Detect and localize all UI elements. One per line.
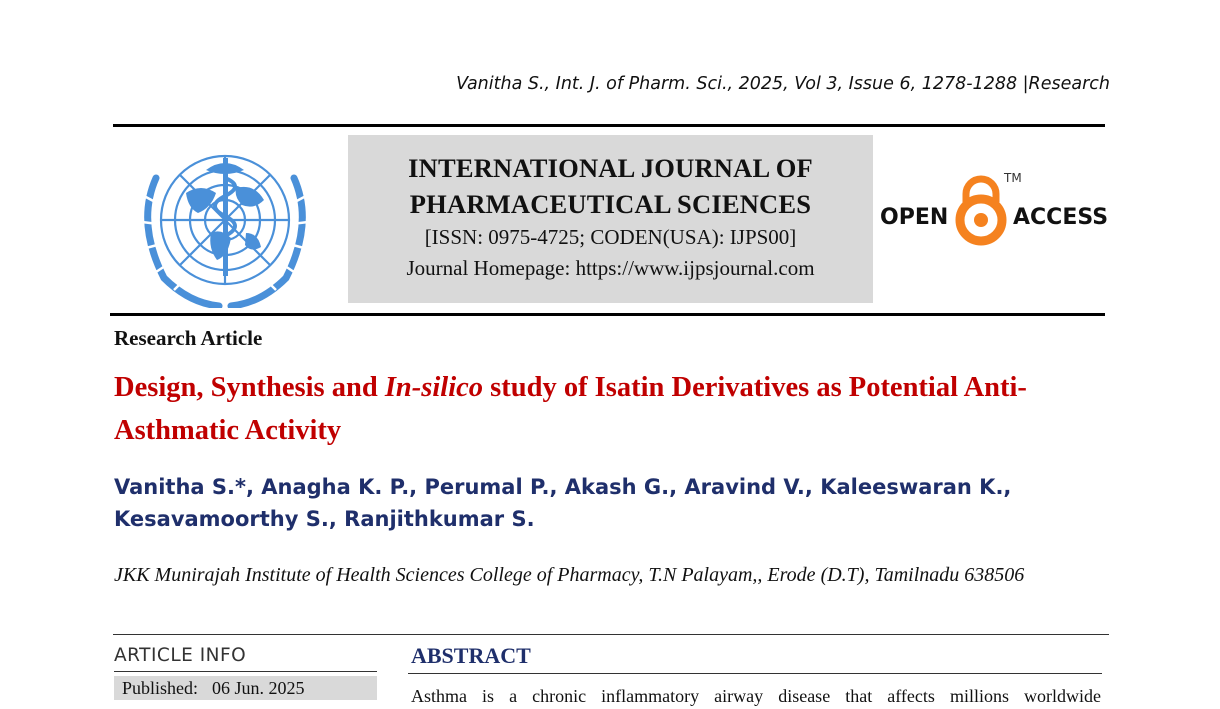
journal-issn: [ISSN: 0975-4725; CODEN(USA): IJPS00]	[424, 225, 797, 249]
title-part2: study of Isatin Derivatives as Potential Anti-Asthmatic Activity	[114, 372, 1027, 446]
trademark-mark: TM	[1004, 171, 1022, 185]
title-part1: Design, Synthesis and	[114, 372, 385, 403]
authors-line1: Vanitha S.*, Anagha K. P., Perumal P., Akash G., Aravind V., Kaleeswaran K.,	[114, 475, 1012, 499]
title-italic: In-silico	[384, 372, 484, 403]
article-title	[114, 366, 1104, 452]
article-type: Research Article	[114, 326, 263, 350]
published-label: Published:	[122, 678, 199, 698]
masthead-bottom-rule	[110, 313, 1105, 316]
published-date-row	[114, 676, 377, 700]
affiliation-rule	[113, 634, 1109, 635]
published-value: 06 Jun. 2025	[212, 678, 305, 698]
author-list	[114, 471, 1104, 535]
journal-emblem-icon	[126, 138, 324, 308]
abstract-rule	[408, 673, 1102, 674]
journal-name-line1: INTERNATIONAL JOURNAL OF	[408, 153, 813, 183]
journal-masthead	[348, 135, 873, 303]
top-rule	[113, 124, 1105, 127]
article-info-rule	[114, 671, 377, 672]
open-access-right: ACCESS	[1013, 205, 1108, 230]
authors-line2: Kesavamoorthy S., Ranjithkumar S.	[114, 507, 535, 531]
open-access-left: OPEN	[880, 205, 949, 230]
author-affiliation: JKK Munirajah Institute of Health Sciences College of Pharmacy, T.N Palayam,, Erode (D.T), Tamilnadu 638506	[114, 564, 1025, 586]
running-head: Vanitha S., Int. J. of Pharm. Sci., 2025, Vol 3, Issue 6, 1278-1288 |Research	[456, 74, 1110, 94]
abstract-text: Asthma is a chronic inflammatory airway disease that affects millions worldwide	[411, 686, 1101, 706]
article-info-heading: ARTICLE INFO	[114, 645, 247, 666]
abstract-heading: ABSTRACT	[411, 643, 531, 668]
journal-homepage[interactable]: Journal Homepage: https://www.ijpsjournal.com	[406, 256, 815, 280]
open-access-logo-icon	[880, 168, 1108, 252]
journal-name-line2: PHARMACEUTICAL SCIENCES	[409, 189, 812, 219]
